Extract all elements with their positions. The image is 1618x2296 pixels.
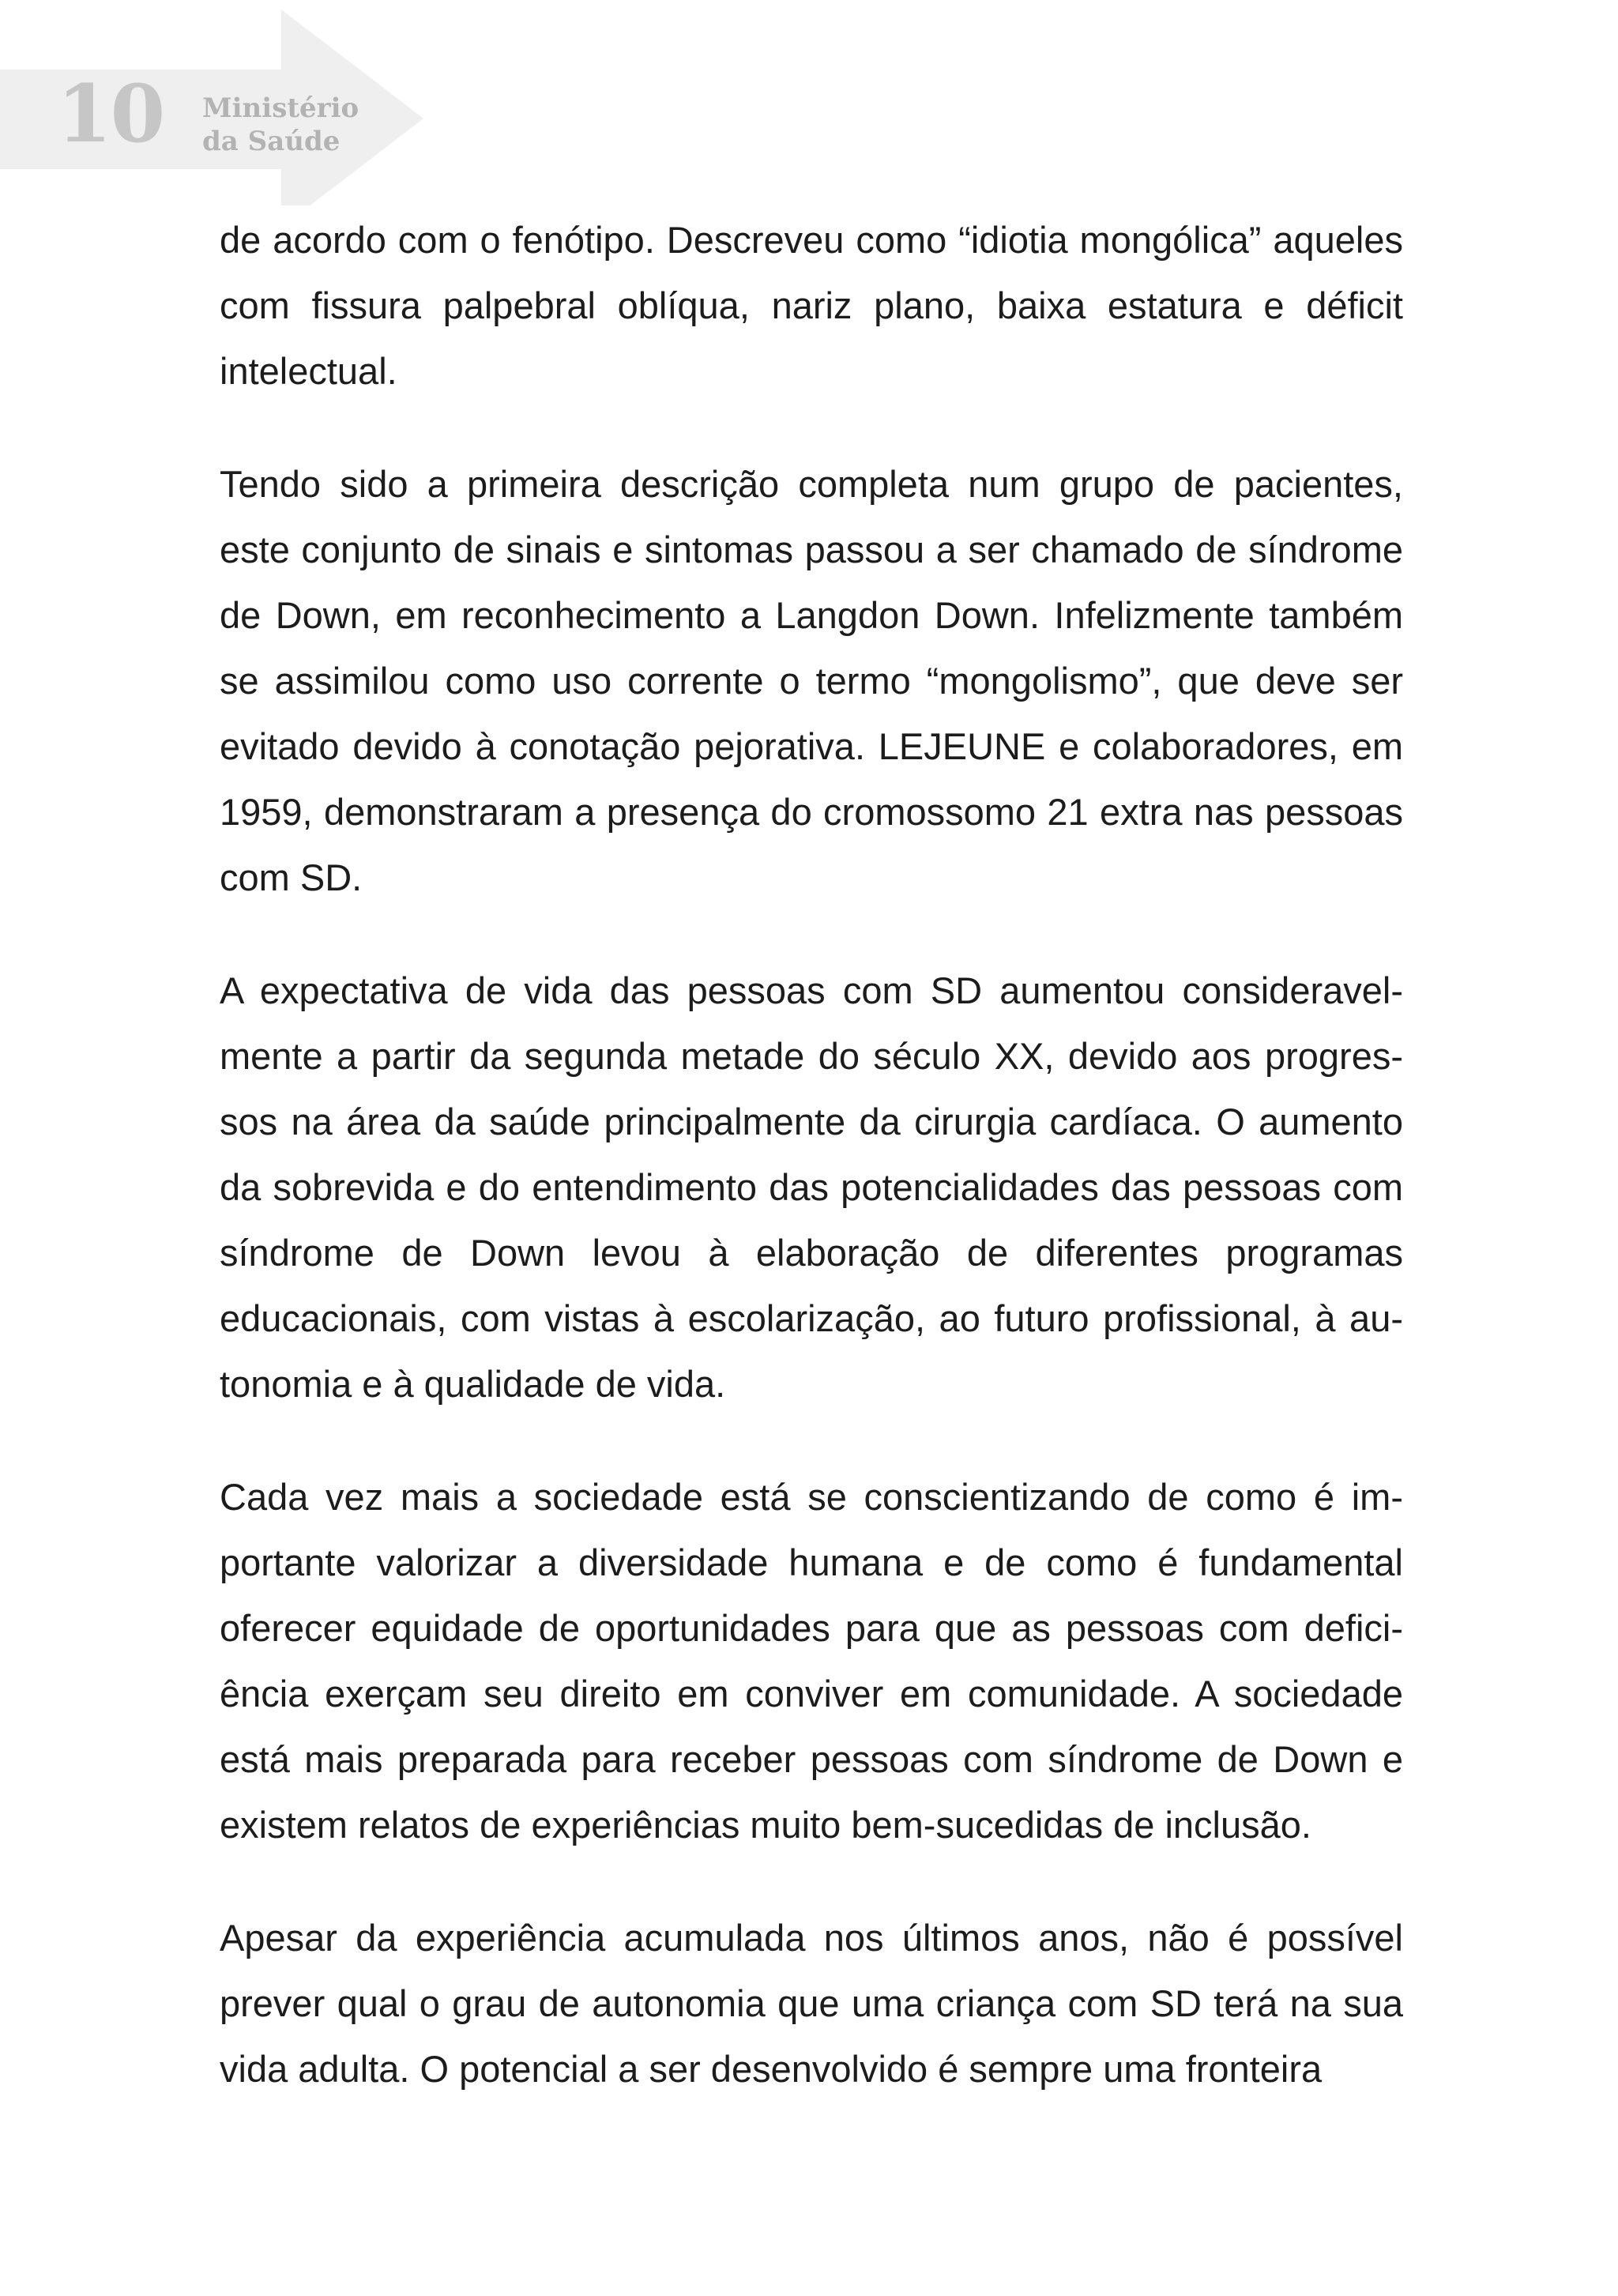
publisher-name [202, 92, 359, 158]
paragraph: Tendo sido a primeira descrição completa num grupo de pacientes, este conjunto de sinais e sintomas passou a ser chamado de síndrome de Down, em reconhecimento a Langdon Down. Infelizmente também se assimilou como uso corrente o termo “mongolismo”, que deve ser evitado devido à conotação pejorativa. LEJEUNE e colaboradores, em 1959, demonstraram a presença do cromossomo 21 extra nas pessoas com SD. [220, 463, 1403, 898]
paragraph: Cada vez mais a sociedade está se conscientizando de como é importante valorizar a diversidade humana e de como é fundamental oferecer equidade de oportunidades para que as pessoas com deficiência exerçam seu direito em conviver em comunidade. A sociedade está mais preparada para receber pessoas com síndrome de Down e existem relatos de experiências muito bem-sucedidas de inclusão. [220, 1476, 1403, 1846]
paragraph: de acordo com o fenótipo. Descreveu como “idiotia mongólica” aqueles com fissura palpebral oblíqua, nariz plano, baixa estatura e déficit intelectual. [220, 219, 1403, 392]
paragraph: A expectativa de vida das pessoas com SD aumentou consideravelmente a partir da segunda metade do século XX, devido aos progressos na área da saúde principalmente da cirurgia cardíaca. O aumento da sobrevida e do entendimento das potencialidades das pessoas com síndrome de Down levou à elaboração de diferentes programas educacionais, com vistas à escolarização, ao futuro profissional, à autonomia e à qualidade de vida. [220, 969, 1403, 1405]
publisher-line-1: Ministério [202, 92, 359, 124]
paragraph: Apesar da experiência acumulada nos últimos anos, não é possível prever qual o grau de autonomia que uma criança com SD terá na sua vida adulta. O potencial a ser desenvolvido é sempre uma fronteira [220, 1917, 1403, 2090]
page-number: 10 [57, 67, 164, 160]
page-header [0, 0, 427, 205]
body-text [220, 207, 1403, 2102]
publisher-line-2: da Saúde [202, 126, 341, 157]
